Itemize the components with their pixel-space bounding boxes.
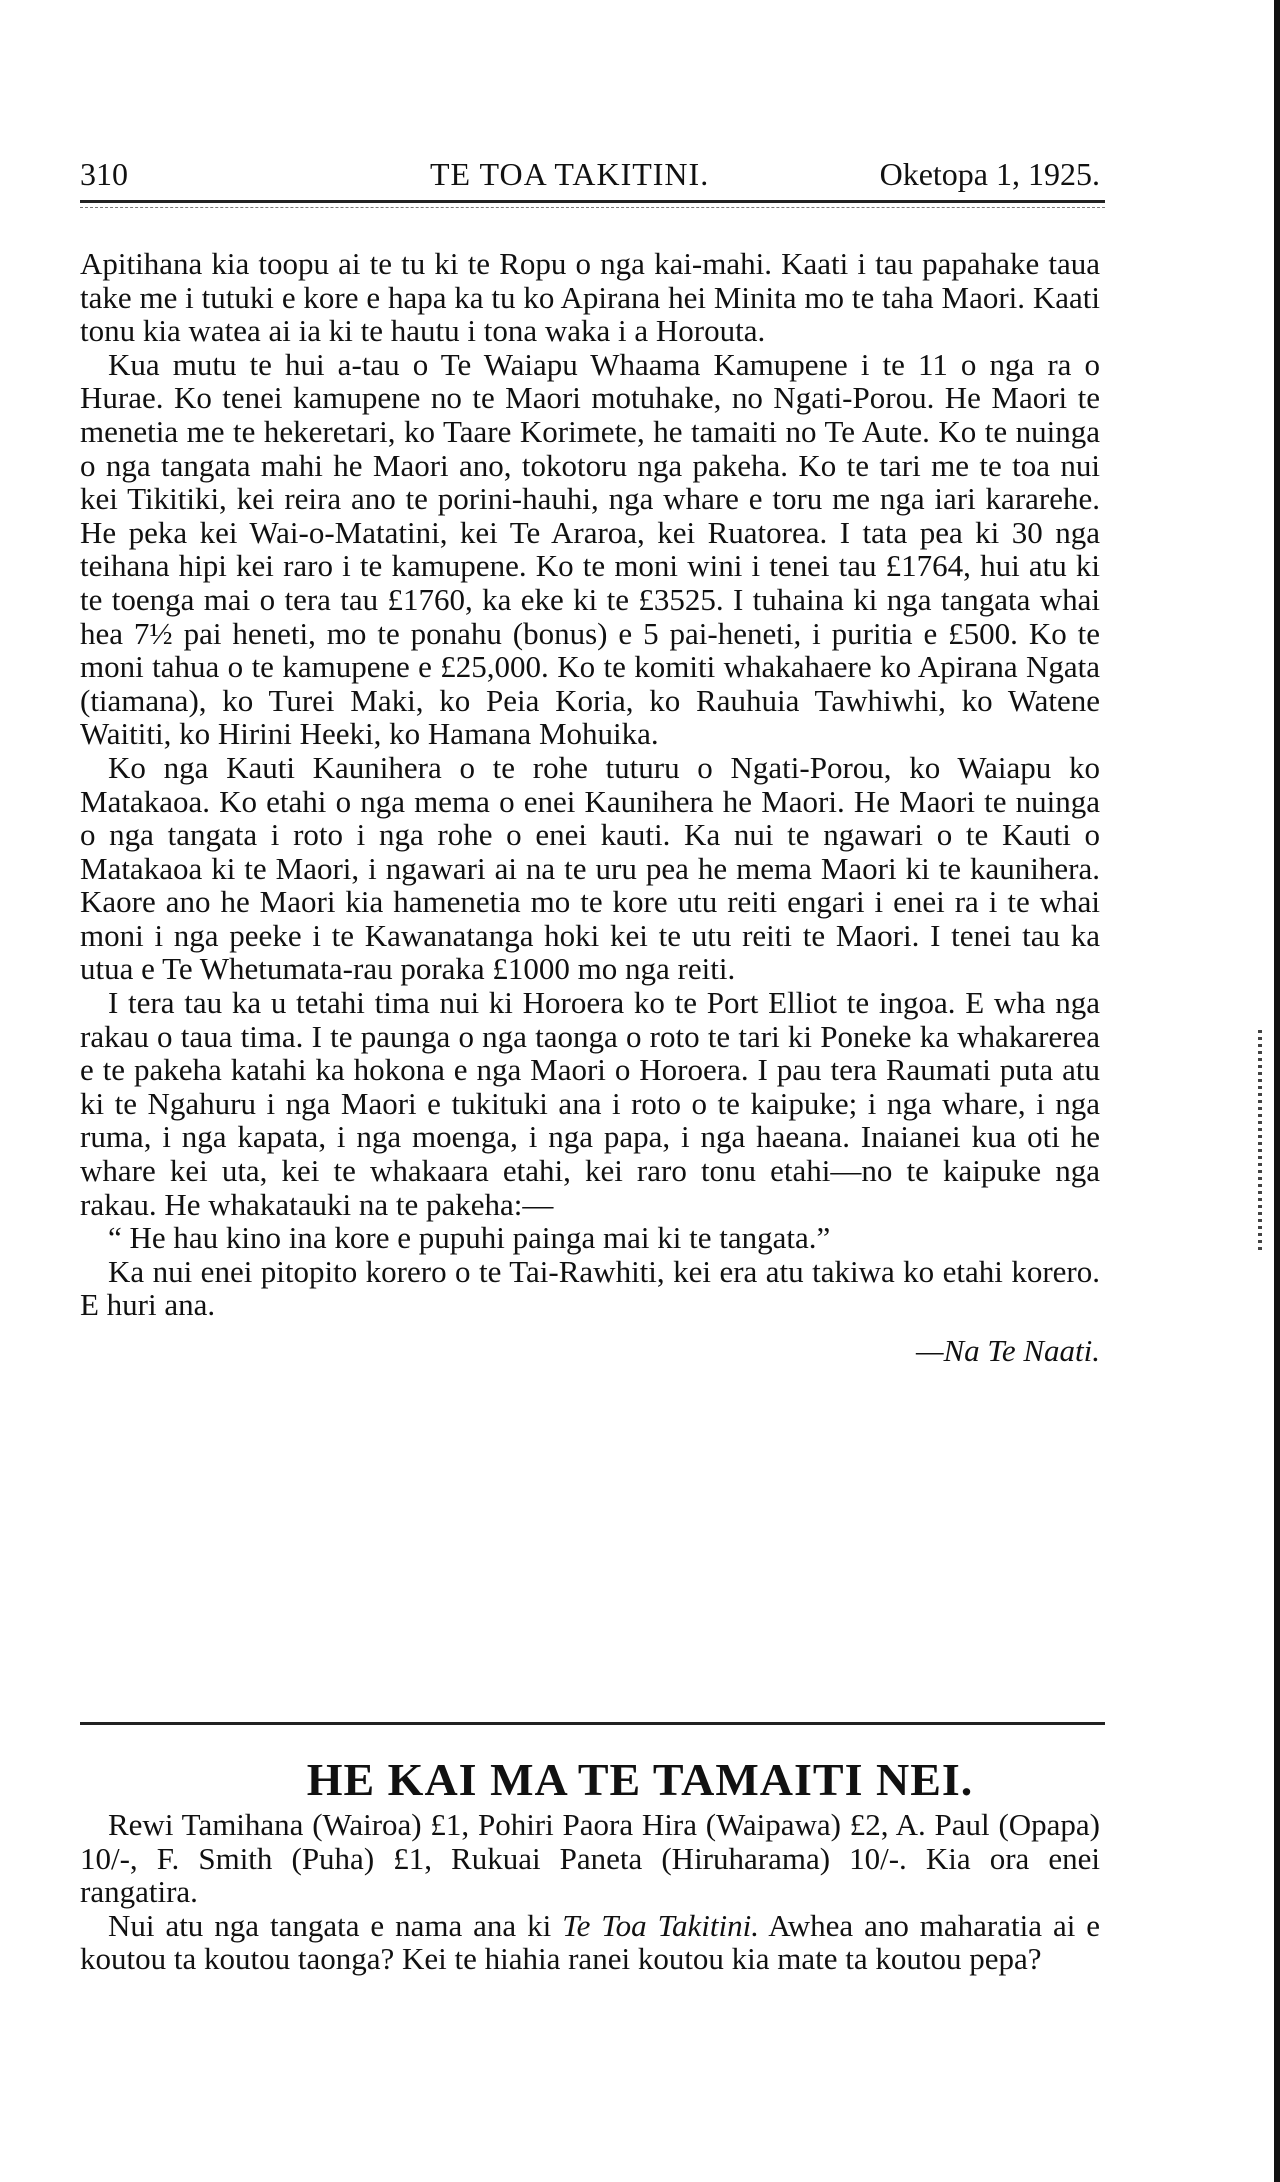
page-header [80, 152, 1100, 196]
article-body [80, 247, 1100, 1368]
scan-binding-edge [1274, 0, 1280, 2182]
article-signature: —Na Te Naati. [915, 1333, 1100, 1368]
article-paragraph: I tera tau ka u tetahi tima nui ki Horoera ko te Port Elliot te ingoa. E wha nga rakau o taua tima. I te paunga o nga taonga o roto te tari ki Poneke ka whakarerea e te pakeha katahi ka hokona e nga Maori o Horoera. I pau tera Raumati puta atu ki te Ngahuru i nga Maori e tukituki ana i roto o te kaipuke; i nga whare, i nga ruma, i nga kapata, i nga moenga, i nga papa, i nga haeana. Inaianei kua oti he whare kei uta, kei te whakaara etahi, kei raro tonu etahi—no te kaipuke nga rakau. He whakatauki na te pakeha:— [80, 985, 1100, 1222]
article-paragraph: Ko nga Kauti Kaunihera o te rohe tuturu o Ngati-Porou, ko Waiapu ko Matakaoa. Ko etahi o nga mema o enei Kaunihera he Maori. He Maori te nuinga o nga tangata i roto i nga rohe o enei kauti. Ka nui te ngawari o te Kauti o Matakaoa ki te Maori, i ngawari ai na te uru pea he mema Maori ki te kaunihera. Kaore ano he Maori kia hamenetia mo te kore utu reiti engari i enei ra i te whai moni i nga peeke i te Kawanatanga hoki kei te utu reiti te Maori. I tenei tau ka utua e Te Whetumata-rau poraka £1000 mo nga reiti. [80, 749, 1100, 987]
issue-date: Oketopa 1, 1925. [879, 156, 1100, 192]
article-closing: Ka nui enei pitopito korero o te Tai-Rawhiti, kei era atu takiwa ko etahi korero. E huri ana. [80, 1253, 1100, 1323]
section-body [80, 1808, 1100, 1976]
proverb-quote: “ He hau kino ina kore e pupuhi painga mai ki te tangata.” [108, 1220, 831, 1256]
article-paragraph: Kua mutu te hui a-tau o Te Waiapu Whaama Kamupene i te 11 o nga ra o Hurae. Ko tenei kamupene no te Maori motuhake, no Ngati-Porou. He Maori te menetia me te hekeretari, ko Taare Korimete, he tamaiti no Te Aute. Ko te nuinga o nga tangata mahi he Maori ano, tokotoru nga pakeha. Ko te tari me te toa nui kei Tikitiki, kei reira ano te porini-hauhi, nga whare e toru me nga iari kararehe. He peka kei Wai-o-Matatini, kei Te Araroa, kei Ruatorea. I tata pea ki 30 nga teihana hipi kei raro i te kamupene. Ko te moni wini i tenei tau £1764, hui atu ki te toenga mai o tera tau £1760, ka eke ki te £3525. I tuhaina ki nga tangata whai hea 7½ pai heneti, mo te ponahu (bonus) e 5 pai-heneti, i puritia e £500. Ko te moni tahua o te kamupene e £25,000. Ko te komiti whakahaere ko Apirana Ngata (tiamana), ko Turei Maki, ko Peia Koria, ko Rauhuia Tawhiwhi, ko Watene Waititi, ko Hirini Heeki, ko Hamana Mohuika. [80, 346, 1100, 752]
scan-edge-artifact [1258, 1030, 1262, 1250]
donor-list-paragraph: Rewi Tamihana (Wairoa) £1, Pohiri Paora Hira (Waipawa) £2, A. Paul (Opapa) 10/-, F. Smith (Puha) £1, Rukuai Paneta (Hiruharama) 10/-. Kia ora enei rangatira. [80, 1807, 1100, 1910]
publication-name-italic: Te Toa Takitini. [562, 1907, 759, 1943]
header-rule-secondary [80, 207, 1105, 208]
page-number: 310 [80, 156, 128, 192]
closing-text-end: Awhea ano maharatia ai e koutou ta koutou taonga? Kei te hiahia ranei koutou kia mate ta koutou pepa? [80, 1907, 1101, 1977]
header-rule [80, 200, 1105, 203]
closing-paragraph [80, 1909, 1100, 1976]
closing-text-start: Nui atu nga tangata e nama ana ki [108, 1907, 563, 1943]
section-heading: HE KAI MA TE TAMAITI NEI. [306, 1754, 974, 1805]
article-paragraph: Apitihana kia toopu ai te tu ki te Ropu o nga kai-mahi. Kaati i tau papahake taua take me i tutuki e kore e hapa ka tu ko Apirana hei Minita mo te taha Maori. Kaati tonu kia watea ai ia ki te hautu i tona waka i a Horouta. [80, 246, 1100, 349]
section-divider [80, 1722, 1105, 1725]
publication-title: TE TOA TAKITINI. [430, 156, 710, 192]
